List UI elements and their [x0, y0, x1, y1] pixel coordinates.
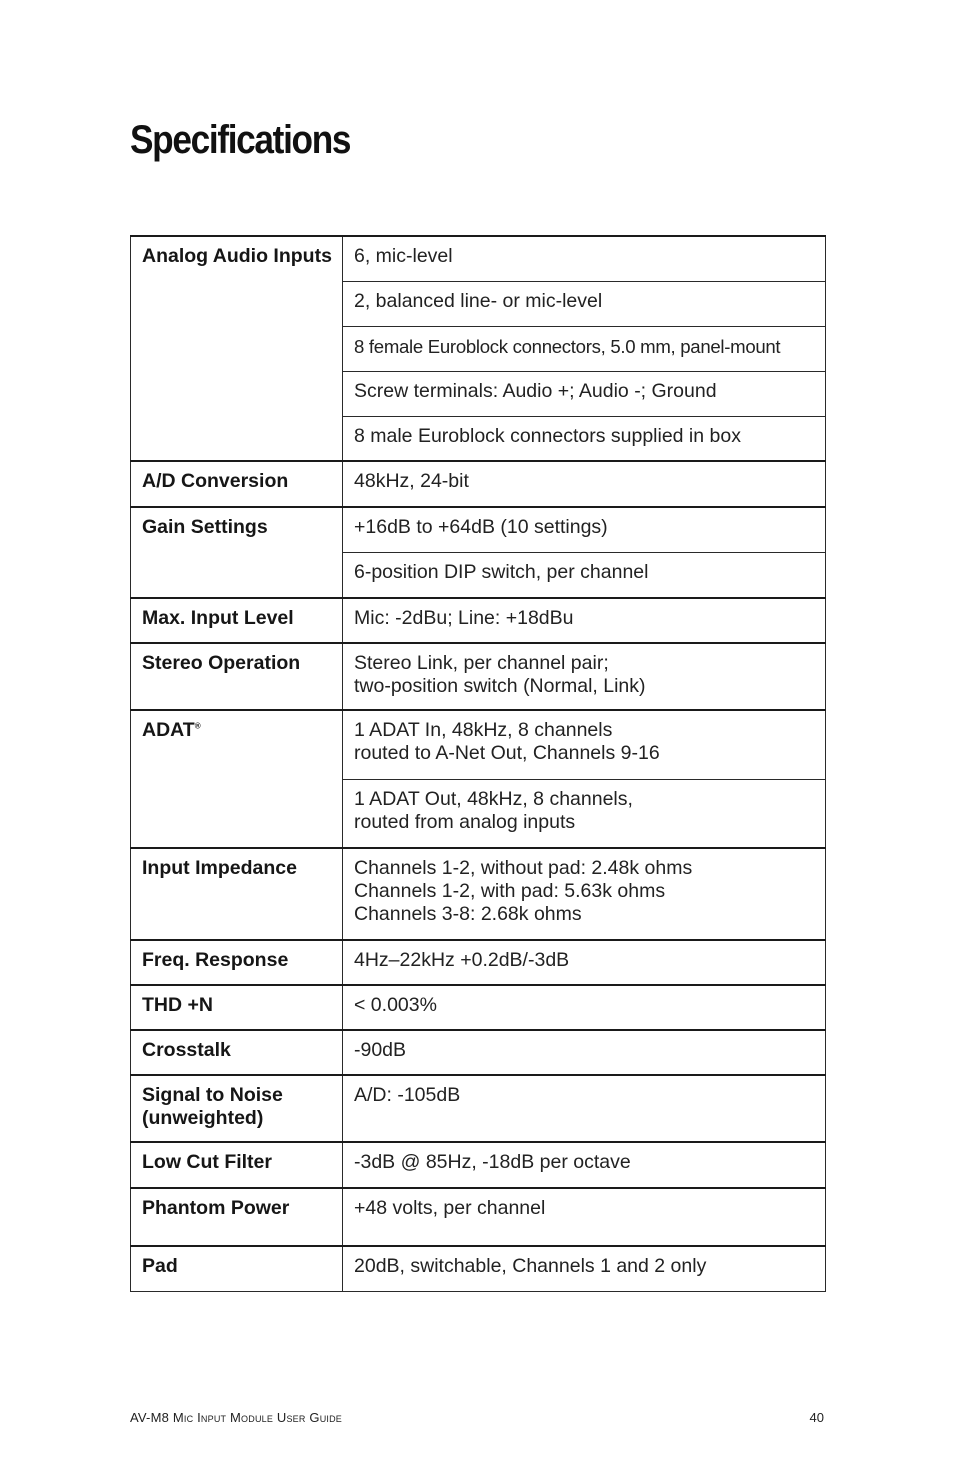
spec-value-line: 8 female Euroblock connectors, 5.0 mm, panel-mount	[354, 335, 781, 357]
spec-value-line: 2, balanced line- or mic-level	[354, 289, 603, 312]
spec-label-text: Input Impedance	[142, 857, 297, 879]
spec-value	[343, 281, 826, 326]
spec-label	[131, 598, 343, 643]
spec-label	[131, 940, 343, 985]
spec-value-line: -3dB @ 85Hz, -18dB per octave	[354, 1151, 631, 1173]
table-row	[131, 1075, 826, 1142]
spec-label-text: A/D Conversion	[142, 470, 289, 492]
spec-value-line: 6-position DIP switch, per channel	[354, 560, 649, 583]
spec-value-line: 4Hz–22kHz +0.2dB/-3dB	[354, 949, 570, 971]
table-row	[131, 985, 826, 1030]
spec-value-line: +48 volts, per channel	[354, 1197, 546, 1219]
footer-page-number: 40	[809, 1410, 824, 1425]
spec-value	[343, 1075, 826, 1142]
spec-label-text: Phantom Power	[142, 1197, 290, 1219]
spec-label	[131, 461, 343, 507]
spec-value-line: Channels 1-2, with pad: 5.63k ohms	[354, 880, 666, 902]
specifications-table	[130, 235, 826, 1292]
spec-value	[343, 1142, 826, 1188]
spec-value-line: Stereo Link, per channel pair;	[354, 652, 609, 674]
spec-value	[343, 507, 826, 552]
spec-label	[131, 236, 343, 461]
table-row	[131, 461, 826, 507]
spec-value-line: Channels 3-8: 2.68k ohms	[354, 903, 582, 925]
spec-value-line: Mic: -2dBu; Line: +18dBu	[354, 607, 574, 629]
spec-value	[343, 371, 826, 416]
table-row	[131, 643, 826, 710]
spec-value	[343, 1188, 826, 1246]
spec-value-line: 48kHz, 24-bit	[354, 470, 469, 492]
spec-value	[343, 710, 826, 779]
table-row	[131, 1030, 826, 1075]
table-row	[131, 598, 826, 643]
specifications-table-body	[131, 236, 826, 1291]
spec-value-line: routed to A-Net Out, Channels 9-16	[354, 742, 660, 764]
spec-value	[343, 848, 826, 940]
page-title: Specifications	[130, 118, 351, 162]
table-row	[131, 236, 826, 281]
table-row	[131, 1246, 826, 1291]
spec-label	[131, 1030, 343, 1075]
spec-label	[131, 710, 343, 848]
spec-value	[343, 326, 826, 371]
spec-value-line: A/D: -105dB	[354, 1084, 461, 1106]
table-row	[131, 507, 826, 552]
spec-value-line: Screw terminals: Audio +; Audio -; Ground	[354, 379, 717, 402]
spec-label	[131, 1188, 343, 1246]
spec-value	[343, 416, 826, 461]
spec-value	[343, 779, 826, 848]
spec-label-text: Max. Input Level	[142, 607, 294, 629]
spec-label	[131, 1246, 343, 1291]
spec-value	[343, 461, 826, 507]
table-row	[131, 710, 826, 779]
spec-label-text: Signal to Noise (unweighted)	[142, 1084, 283, 1129]
spec-label	[131, 848, 343, 940]
spec-value	[343, 643, 826, 710]
spec-value-line: +16dB to +64dB (10 settings)	[354, 516, 608, 538]
spec-label	[131, 1075, 343, 1142]
spec-value	[343, 1246, 826, 1291]
spec-value-line: < 0.003%	[354, 994, 437, 1016]
spec-label	[131, 985, 343, 1030]
spec-value-line: Channels 1-2, without pad: 2.48k ohms	[354, 857, 693, 879]
spec-value-line: 1 ADAT Out, 48kHz, 8 channels,	[354, 787, 633, 810]
registered-trademark-mark: ®	[194, 721, 201, 731]
table-row	[131, 848, 826, 940]
spec-value	[343, 552, 826, 598]
spec-label	[131, 1142, 343, 1188]
footer-document-title: AV-M8 Mic Input Module User Guide	[130, 1410, 342, 1425]
spec-value	[343, 1030, 826, 1075]
spec-value	[343, 236, 826, 281]
spec-label-text: Crosstalk	[142, 1039, 231, 1061]
spec-value-line: -90dB	[354, 1039, 407, 1061]
spec-value-line: two-position switch (Normal, Link)	[354, 675, 646, 697]
table-row	[131, 940, 826, 985]
spec-label-text: Low Cut Filter	[142, 1151, 272, 1173]
spec-value-line: routed from analog inputs	[354, 810, 576, 833]
spec-value	[343, 985, 826, 1030]
spec-label-text: THD +N	[142, 994, 213, 1016]
spec-value-line: 20dB, switchable, Channels 1 and 2 only	[354, 1255, 707, 1277]
table-row	[131, 1188, 826, 1246]
spec-label-text: Analog Audio Inputs	[142, 245, 332, 267]
spec-value	[343, 940, 826, 985]
spec-value-line: 1 ADAT In, 48kHz, 8 channels	[354, 719, 613, 741]
spec-value-line: 6, mic-level	[354, 245, 453, 267]
spec-label-text: ADAT	[142, 719, 195, 741]
spec-label-text: Gain Settings	[142, 516, 268, 538]
spec-label-text: Freq. Response	[142, 949, 289, 971]
spec-value	[343, 598, 826, 643]
spec-label-text: Pad	[142, 1255, 178, 1277]
spec-label	[131, 507, 343, 598]
table-row	[131, 1142, 826, 1188]
spec-label-text: Stereo Operation	[142, 652, 301, 674]
spec-value-line: 8 male Euroblock connectors supplied in box	[354, 424, 741, 447]
spec-label	[131, 643, 343, 710]
